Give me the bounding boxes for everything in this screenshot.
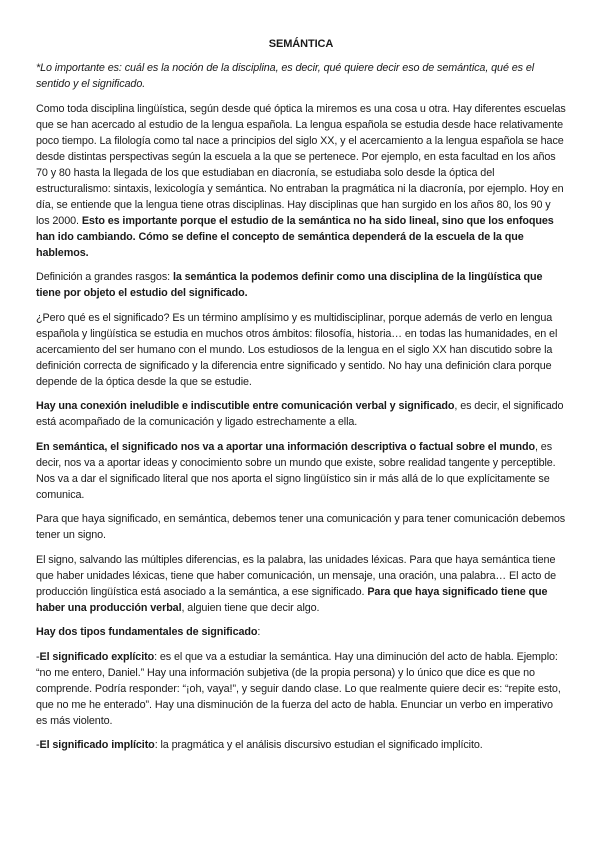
paragraph-5 xyxy=(36,439,566,503)
paragraph-4-text: , es decir, el significado está acompañado de la comunicación y ligado estrechamente a ella. xyxy=(36,400,564,428)
paragraph-8-text: : xyxy=(257,626,261,638)
paragraph-4-bold: Hay una conexión ineludible e indiscutible entre comunicación verbal y significado xyxy=(36,400,455,412)
paragraph-4 xyxy=(36,398,566,430)
paragraph-2-bold: la semántica la podemos definir como una disciplina de la lingüística que tiene por objeto el estudio del significado. xyxy=(36,271,543,299)
paragraph-1-text: Como toda disciplina lingüística, según desde qué óptica la miremos es una cosa u otra. Hay diferentes escuelas que se han acercado al estudio de la lengua española. La lengua española se estudia desde hace relativamente poco tiempo. La filología como tal nace a principios del siglo XX, y el acercamiento a la lengua española se hace desde distintas perspectivas según la escuela a la que se pertenece. Por ejemplo, en esta facultad en los años 70 y 80 hasta la llegada de los que estudiaban en diacronía, se estudiaba solo desde la óptica del estructuralismo: sintaxis, lexicología y semántica. No entraban la pragmática ni la diacronía, por ejemplo. Hoy en día, se entiende que la lengua tiene otras disciplinas. Hay disciplinas que han surgido en los años 80, los 90 y los 2000. xyxy=(36,102,566,227)
page-title: SEMÁNTICA xyxy=(268,38,334,50)
paragraph-2 xyxy=(36,269,566,301)
paragraph-10-text: : la pragmática y el análisis discursivo estudian el significado implícito. xyxy=(154,739,483,751)
paragraph-10-bold: El significado implícito xyxy=(39,739,155,751)
paragraph-1-bold: Esto es importante porque el estudio de la semántica no ha sido lineal, sino que los enfoques han ido cambiando. Cómo se define el concepto de semántica dependerá de la escuela de la que hablemos. xyxy=(36,214,554,259)
paragraph-7-text: El signo, salvando las múltiples diferencias, es la palabra, las unidades léxicas. Para que haya semántica tiene que haber unidades léxicas, tiene que haber comunicación, un mensaje, una oración, una palabra… El acto de producción lingüística está asociado a la semántica, a ese significado. xyxy=(36,553,556,598)
paragraph-5-text: , es decir, nos va a aportar ideas y conocimiento sobre un mundo que existe, sobre realidad tangente y perceptible. Nos va a dar el significado literal que nos aporta el signo lingüístico sin ir más allá de lo que explícitamente se comunica. xyxy=(36,440,556,501)
paragraph-5-bold: En semántica, el significado nos va a aportar una información descriptiva o factual sobre el mundo xyxy=(36,440,535,453)
paragraph-9 xyxy=(36,649,566,729)
paragraph-10-dash: - xyxy=(36,739,40,751)
paragraph-7-tail: , alguien tiene que decir algo. xyxy=(181,601,320,614)
paragraph-7 xyxy=(36,552,566,616)
paragraph-1 xyxy=(36,101,566,261)
paragraph-6: Para que haya significado, en semántica, debemos tener una comunicación y para tener comunicación debemos tener un signo. xyxy=(36,513,566,541)
paragraph-9-dash: - xyxy=(36,650,40,663)
paragraph-3: ¿Pero qué es el significado? Es un término amplísimo y es multidisciplinar, porque además de verlo en lengua española y lingüística se estudia en muchos otros ámbitos: filosofía, historia… en todas las humanidades, en el acercamiento del ser humano con el mundo. Los estudiosos de la lengua en el siglo XX han discutido sobre la definición correcta de significado y la diferencia entre significado y sentido. No hay una definición clara porque depende de la óptica desde la que se estudie. xyxy=(36,311,558,388)
paragraph-9-bold: El significado explícito xyxy=(39,650,155,663)
paragraph-7-bold: Para que haya significado tiene que haber una producción verbal xyxy=(36,585,548,614)
paragraph-2-text: Definición a grandes rasgos: xyxy=(36,271,173,283)
paragraph-8 xyxy=(36,624,566,640)
document-page xyxy=(36,36,566,762)
paragraph-9-text: : es el que va a estudiar la semántica. Hay una diminución del acto de habla. Ejemplo: “no me entero, Daniel.” Hay una información subjetiva (de la propia persona) y lo único que dice es que no comprende. Podría responder: “¡oh, vaya!”, y seguir dando clase. Lo que realmente quiere decir es: “repite esto, que no me he enterado”. Hay una disminución de la fuerza del acto de habla. Enunciar un verbo en imperativo es más violento. xyxy=(36,650,561,727)
paragraph-10 xyxy=(36,737,566,753)
intro-note: *Lo importante es: cuál es la noción de la disciplina, es decir, qué quiere decir eso de semántica, qué es el sentido y el significado. xyxy=(36,62,535,90)
paragraph-8-bold: Hay dos tipos fundamentales de significado xyxy=(36,626,258,638)
